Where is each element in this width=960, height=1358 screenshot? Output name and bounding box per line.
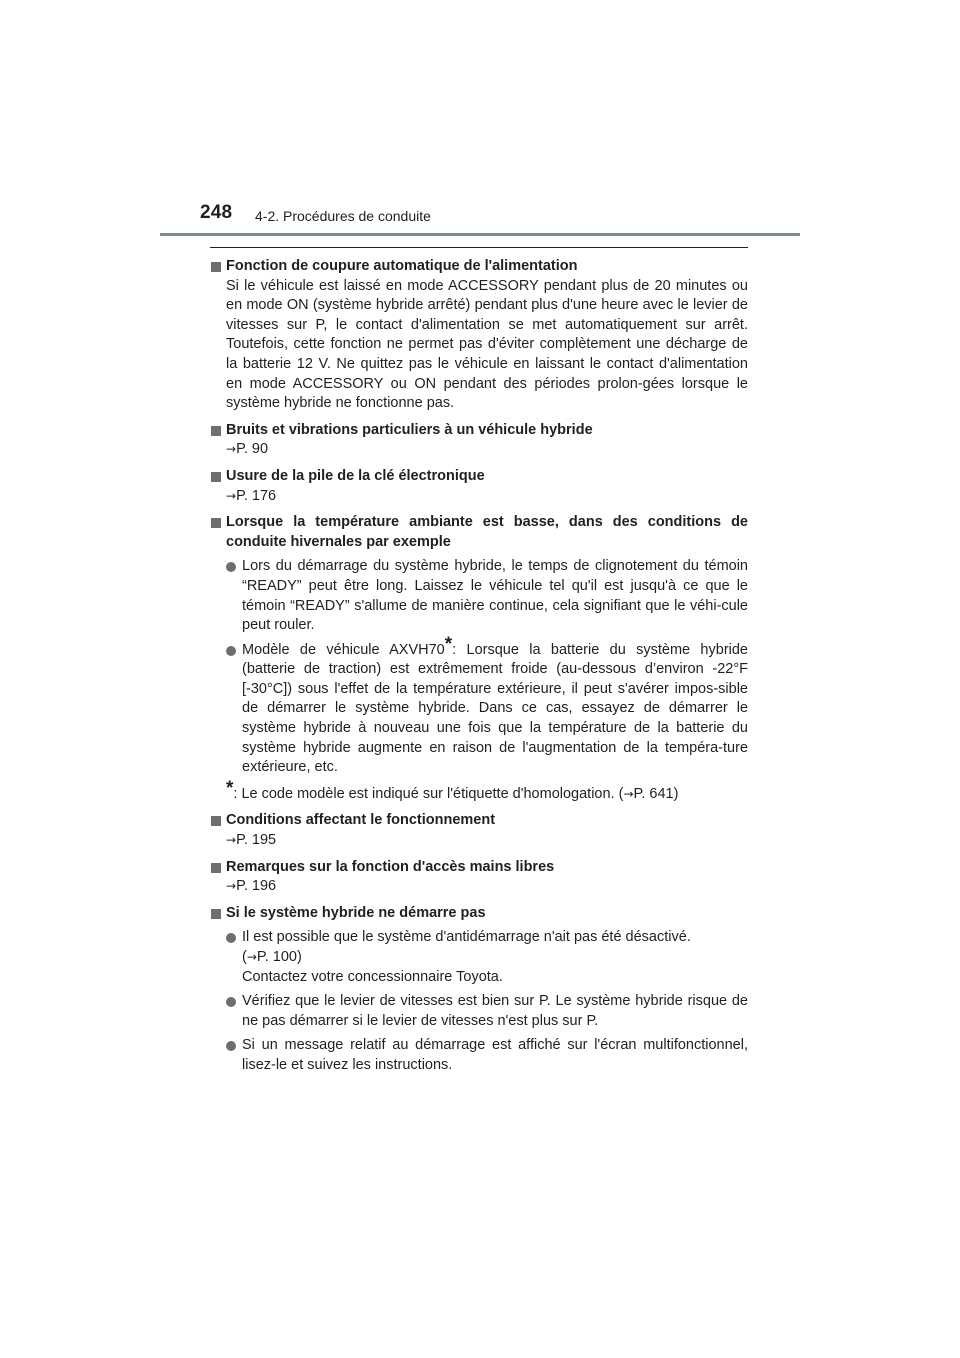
arrow-right-icon: →	[226, 488, 237, 503]
round-bullet-icon	[226, 646, 236, 656]
section-title: 4-2. Procédures de conduite	[255, 208, 431, 224]
round-bullet-icon	[226, 1041, 236, 1051]
content-rule	[210, 247, 748, 248]
section-heading: Usure de la pile de la clé électronique	[210, 467, 748, 487]
list-item: Modèle de véhicule AXVH70*: Lorsque la batterie du système hybride (batterie de traction) est extrêmement froide (au-dessous d’environ -22°F [-30°C]) sous l'effet de la température extérieure, il peut s'avérer impos-sible de démarrer le système hybride. Dans ce cas, essayez de démarrer le système hybride à nouveau une fois que la température de la batterie du système hybride augmente en raison de l'augmentation de la tempéra-ture extérieure, etc.	[210, 641, 748, 778]
footnote: *: Le code modèle est indiqué sur l'étiquette d'homologation. (→P. 641)	[226, 777, 679, 802]
arrow-right-icon: →	[226, 833, 237, 848]
page-reference[interactable]: (→P. 100)	[242, 949, 302, 965]
square-bullet-icon	[211, 262, 221, 272]
arrow-right-icon: →	[226, 879, 237, 894]
page-reference[interactable]: →P. 176	[226, 487, 277, 504]
section-key-battery	[210, 467, 748, 506]
section-smart-access	[210, 858, 748, 897]
section-low-temperature	[210, 513, 748, 778]
footnote-marker: *	[226, 777, 234, 799]
page-reference[interactable]: P. 641)	[633, 785, 679, 802]
header-rule	[160, 233, 800, 236]
section-conditions	[210, 811, 748, 850]
page-reference[interactable]: →P. 90	[226, 441, 269, 458]
arrow-right-icon: →	[623, 786, 634, 801]
round-bullet-icon	[226, 562, 236, 572]
paragraph: Si le véhicule est laissé en mode ACCESSORY pendant plus de 20 minutes ou en mode ON (système hybride arrêté) pendant plus d'une heure avec le levier de vitesses sur P, le contact d'alimentation se met automatiquement sur arrêt. Toutefois, cette fonction ne permet pas d'éviter complètement une décharge de la batterie 12 V. Ne quittez pas le véhicule en laissant le contact d'alimentation en mode ACCESSORY ou ON pendant des périodes prolon-gées lorsque le système hybride ne fonctionne pas.	[226, 277, 748, 412]
section-heading: Lorsque la température ambiante est basse, dans des conditions de conduite hivernales par exemple	[210, 513, 748, 552]
square-bullet-icon	[211, 816, 221, 826]
arrow-right-icon: →	[226, 442, 237, 457]
square-bullet-icon	[211, 426, 221, 436]
page-reference[interactable]: →P. 195	[226, 832, 277, 849]
list-item: Vérifiez que le levier de vitesses est bien sur P. Le système hybride risque de ne pas démarrer si le levier de vitesses n'est plus sur P.	[210, 992, 748, 1031]
list-item: Si un message relatif au démarrage est affiché sur l'écran multifonctionnel, lisez-le et suivez les instructions.	[210, 1036, 748, 1075]
list-item: Il est possible que le système d'antidémarrage n'ait pas été désactivé. (→P. 100) Contactez votre concessionnaire Toyota.	[210, 928, 748, 987]
section-heading: Fonction de coupure automatique de l'alimentation	[210, 257, 748, 277]
square-bullet-icon	[211, 518, 221, 528]
page-number: 248	[200, 202, 233, 223]
footnote-marker: *	[444, 633, 453, 655]
section-heading: Conditions affectant le fonctionnement	[210, 811, 748, 831]
section-heading: Remarques sur la fonction d'accès mains libres	[210, 858, 748, 878]
square-bullet-icon	[211, 863, 221, 873]
section-heading: Bruits et vibrations particuliers à un véhicule hybride	[210, 421, 748, 441]
page-reference[interactable]: →P. 196	[226, 878, 277, 895]
page-content	[210, 257, 748, 1083]
list-item: Lors du démarrage du système hybride, le temps de clignotement du témoin “READY” peut être long. Laissez le véhicule tel qu'il est jusqu'à ce que le témoin “READY” s'allume de manière continue, cela signifiant que le véhi-cule peut rouler.	[210, 557, 748, 635]
section-noises	[210, 421, 748, 460]
section-auto-power-off	[210, 257, 748, 414]
square-bullet-icon	[211, 909, 221, 919]
round-bullet-icon	[226, 997, 236, 1007]
section-no-start	[210, 904, 748, 1076]
round-bullet-icon	[226, 933, 236, 943]
section-heading: Si le système hybride ne démarre pas	[210, 904, 748, 924]
arrow-right-icon: →	[246, 950, 257, 964]
square-bullet-icon	[211, 472, 221, 482]
